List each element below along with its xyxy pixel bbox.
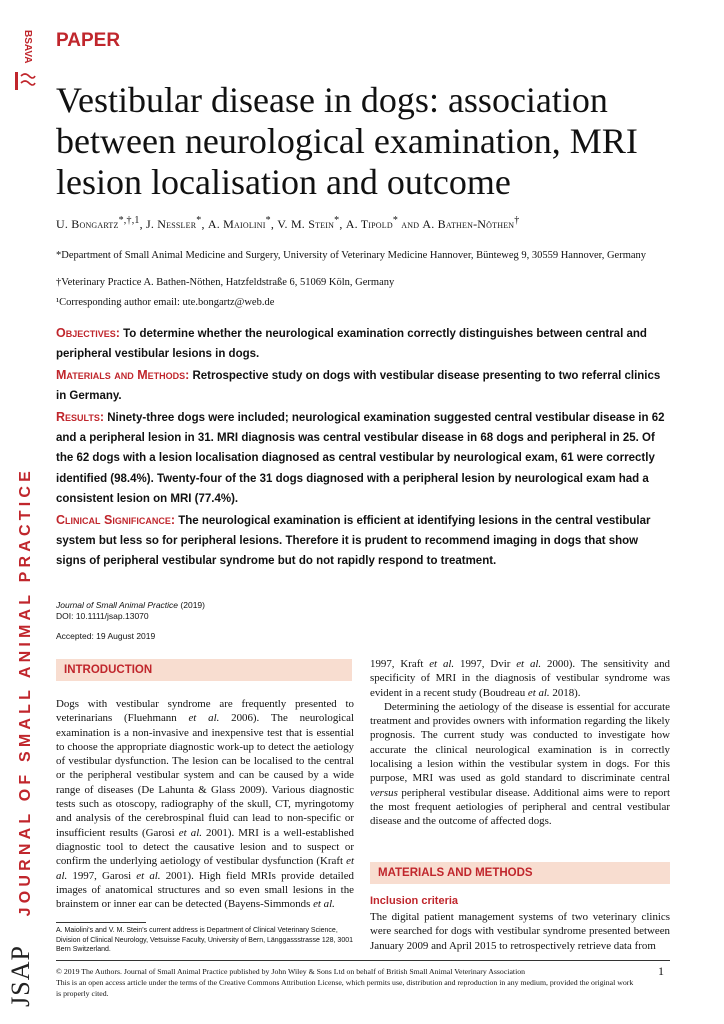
section-heading-methods: MATERIALS AND METHODS — [370, 862, 670, 884]
intro-column-left — [56, 697, 354, 911]
bsava-logo-text: BSAVA — [22, 30, 33, 64]
paper-label: PAPER — [56, 30, 121, 51]
journal-sidebar — [0, 0, 44, 1024]
section-heading-introduction: INTRODUCTION — [56, 659, 352, 681]
intro-paragraph-2: Determining the aetiology of the disease is essential for accurate treatment and provides owners with information regarding the likely prognosis. The current study was conducted to investigate how accurate the clinical neurological examination is in correctly localising a lesion within the vestibular system in dogs. For this purpose, MRI was used as gold standard to discriminate central versus peripheral vestibular disease. Additional aims were to report the most frequent aetiologies of peripheral and central vestibular disease and the outcome of affected dogs. — [370, 700, 670, 828]
footnote: A. Maiolini's and V. M. Stein's current address is Department of Clinical Veterinary Science, Division of Clinical Neurology, Vetsuisse Faculty, University of Bern, Länggassstrasse 128, 3001 Bern Switzerland. — [56, 927, 353, 954]
jsap-wordmark: JSAP — [6, 945, 35, 1007]
intro-column-right — [370, 657, 670, 829]
author-name: A. Bathen-Nöthen — [422, 217, 515, 231]
author-name: U. Bongartz — [56, 217, 119, 231]
abstract-objectives: Objectives: To determine whether the neurological examination correctly distinguishes between central and peripheral vestibular lesions in dogs. — [56, 326, 647, 361]
accepted-date: Accepted: 19 August 2019 — [56, 631, 156, 641]
abstract-methods: Materials and Methods: Retrospective study on dogs with vestibular disease presenting to two referral clinics in Germany. — [56, 367, 661, 403]
corresponding-author: ¹Corresponding author email: ute.bongartz@web.de — [56, 297, 275, 308]
affiliation-hannover: *Department of Small Animal Medicine and Surgery, University of Veterinary Medicine Hannover, Bünteweg 9, 30559 Hannover, Germany — [56, 250, 647, 261]
author-name: A. Tipold — [345, 217, 393, 231]
abstract-significance: Clinical Significance: The neurological examination is efficient at identifying lesions in the central vestibular system but less so for peripheral lesions. Therefore it is prudent to recommend imaging in dogs that show signs of peripheral vestibular syndrome but do not rapidly respond to treatment. — [56, 512, 651, 568]
journal-citation: Journal of Small Animal Practice (2019) — [56, 600, 205, 610]
author-list: U. Bongartz$^{*,\dagger,1}$, J. Nessler*, A. Maiolini*, V. M. Stein*, A. Tipold* and A. Bathen-Nöthen† — [56, 215, 520, 231]
journal-name-vertical: JOURNAL OF SMALL ANIMAL PRACTICE — [17, 467, 34, 917]
page-number: 1 — [658, 964, 664, 978]
copyright-notice: © 2019 The Authors. Journal of Small Animal Practice published by John Wiley & Sons Ltd on behalf of British Small Animal Veterinary Association This is an open access article under the terms of the Creative Commons Attribution License, which permits use, distribution and reproduction in any medium, provided the original work is properly cited. — [56, 967, 634, 998]
abstract-results: Results: Ninety-three dogs were included; neurological examination suggested central vestibular disease in 62 and a peripheral lesion in 31. MRI diagnosis was central vestibular disease in 68 dogs and peripheral in 25. Of the 62 dogs with a lesion localisation diagnosed as central vestibular by neurological exam, 61 were correctly identified (98.4%). Twenty-four of the 31 dogs diagnosed with a peripheral lesion by neurological exam had a consistent lesion on MRI (77.4%). — [56, 409, 665, 506]
intro-paragraph-1-cont: 1997, Kraft et al. 1997, Dvir et al. 2000). The sensitivity and specificity of MRI in the diagnosis of vestibular syndrome was evident in a recent study (Boudreau et al. 2018). — [370, 658, 670, 699]
intro-paragraph-1: Dogs with vestibular syndrome are frequently presented to veterinarians (Fluehmann et al. 2006). The neurological examination is a non-invasive and inexpensive test that is essential to choose the appropriate diagnostic work-up to detect the aetiology of vestibular dysfunction. The lesion can be localised to the central or the peripheral vestibular system and can be caused by a wide range of diseases (De Lahunta & Glass 2009). Various diagnostic tests such as otoscopy, radiography of the skull, CT, myringotomy and analysis of the cerebrospinal fluid can lead to non-specific or insufficient results (Garosi et al. 2001). MRI is a well-established diagnostic tool to detect the causative lesion and to suspect or confirm the underlying aetiology of vestibular dysfunction (Kraft et al. 1997, Garosi et al. 2001). High field MRIs provide detailed images of anatomical structures and so even small lesions in the brainstem or inner ear can be detected (Bayens-Simmonds et al. — [56, 698, 355, 911]
bottom-rule — [56, 960, 670, 961]
abstract — [56, 323, 670, 572]
doi[interactable]: DOI: 10.1111/jsap.13070 — [56, 611, 149, 621]
bsava-logo — [14, 28, 36, 92]
methods-paragraph-1: The digital patient management systems of two veterinary clinics were searched for dogs with vestibular syndrome presented between January 2009 and April 2015 to retrospectively retrieve data from — [370, 911, 670, 952]
subsection-heading-inclusion: Inclusion criteria — [370, 895, 459, 907]
author-name: J. Nessler — [146, 217, 197, 231]
footnote-rule — [56, 922, 146, 923]
author-name: A. Maiolini — [207, 217, 266, 231]
author-name: V. M. Stein — [277, 217, 335, 231]
article-title: Vestibular disease in dogs: association between neurological examination, MRI lesion localisation and outcome — [56, 80, 638, 202]
affiliation-koeln: †Veterinary Practice A. Bathen-Nöthen, Hatzfeldstraße 6, 51069 Köln, Germany — [56, 277, 395, 288]
